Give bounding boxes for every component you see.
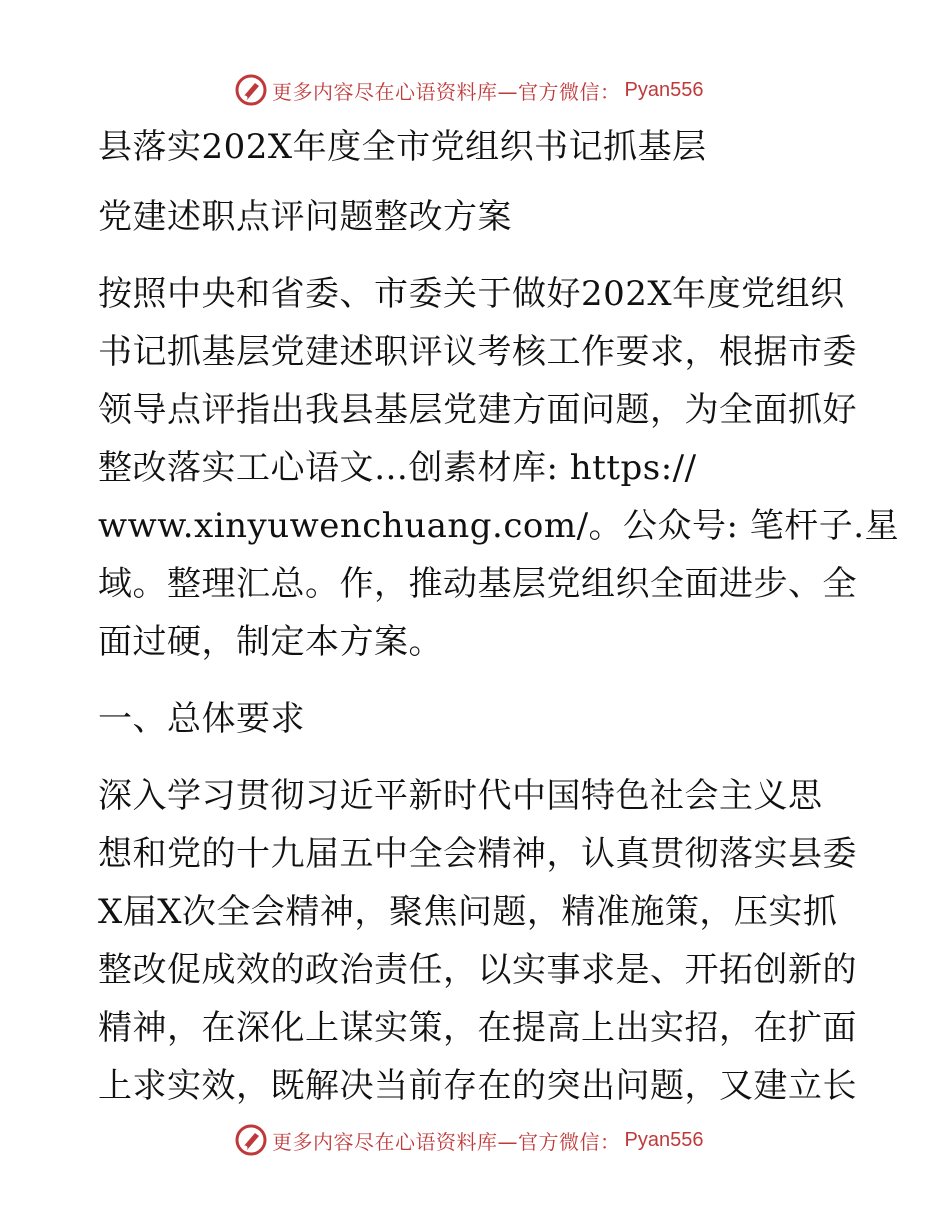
- intro-line-2: 书记抓基层党建述职评议考核工作要求，根据市委: [98, 332, 857, 372]
- intro-line-1: 按照中央和省委、市委关于做好202X年度党组织: [98, 274, 845, 314]
- doc-title-line-2: 党建述职点评问题整改方案: [98, 197, 512, 237]
- intro-line-7: 面过硬，制定本方案。: [98, 622, 443, 662]
- watermark-text: 更多内容尽在心语资料库—官方微信：: [272, 1129, 621, 1154]
- intro-line-4: 整改落实工心语文…创素材库: https://: [98, 448, 697, 488]
- body-line-4: 整改促成效的政治责任，以实事求是、开拓创新的: [98, 950, 857, 990]
- body-line-5: 精神，在深化上谋实策，在提高上出实招，在扩面: [98, 1008, 857, 1048]
- pen-logo-icon: [234, 1123, 268, 1157]
- intro-line-6: 域。整理汇总。作，推动基层党组织全面进步、全: [98, 564, 857, 604]
- body-line-3: X届X次全会精神，聚焦问题，精准施策，压实抓: [98, 892, 838, 932]
- pen-logo-icon: [234, 73, 268, 107]
- watermark-id: Pyan556: [624, 78, 704, 101]
- intro-line-5: www.xinyuwenchuang.com/。公众号: 笔杆子.星: [98, 506, 900, 546]
- body-line-6: 上求实效，既解决当前存在的突出问题，又建立长: [98, 1066, 857, 1106]
- body-line-1: 深入学习贯彻习近平新时代中国特色社会主义思: [98, 776, 823, 816]
- doc-title-line-1: 县落实202X年度全市党组织书记抓基层: [98, 127, 707, 167]
- section-heading: 一、总体要求: [98, 699, 305, 739]
- footer-watermark: [234, 1120, 754, 1160]
- header-watermark: [234, 70, 754, 110]
- intro-line-3: 领导点评指出我县基层党建方面问题，为全面抓好: [98, 390, 857, 430]
- watermark-id: Pyan556: [624, 1128, 704, 1151]
- watermark-text: 更多内容尽在心语资料库—官方微信：: [272, 79, 621, 104]
- body-line-2: 想和党的十九届五中全会精神，认真贯彻落实县委: [98, 834, 857, 874]
